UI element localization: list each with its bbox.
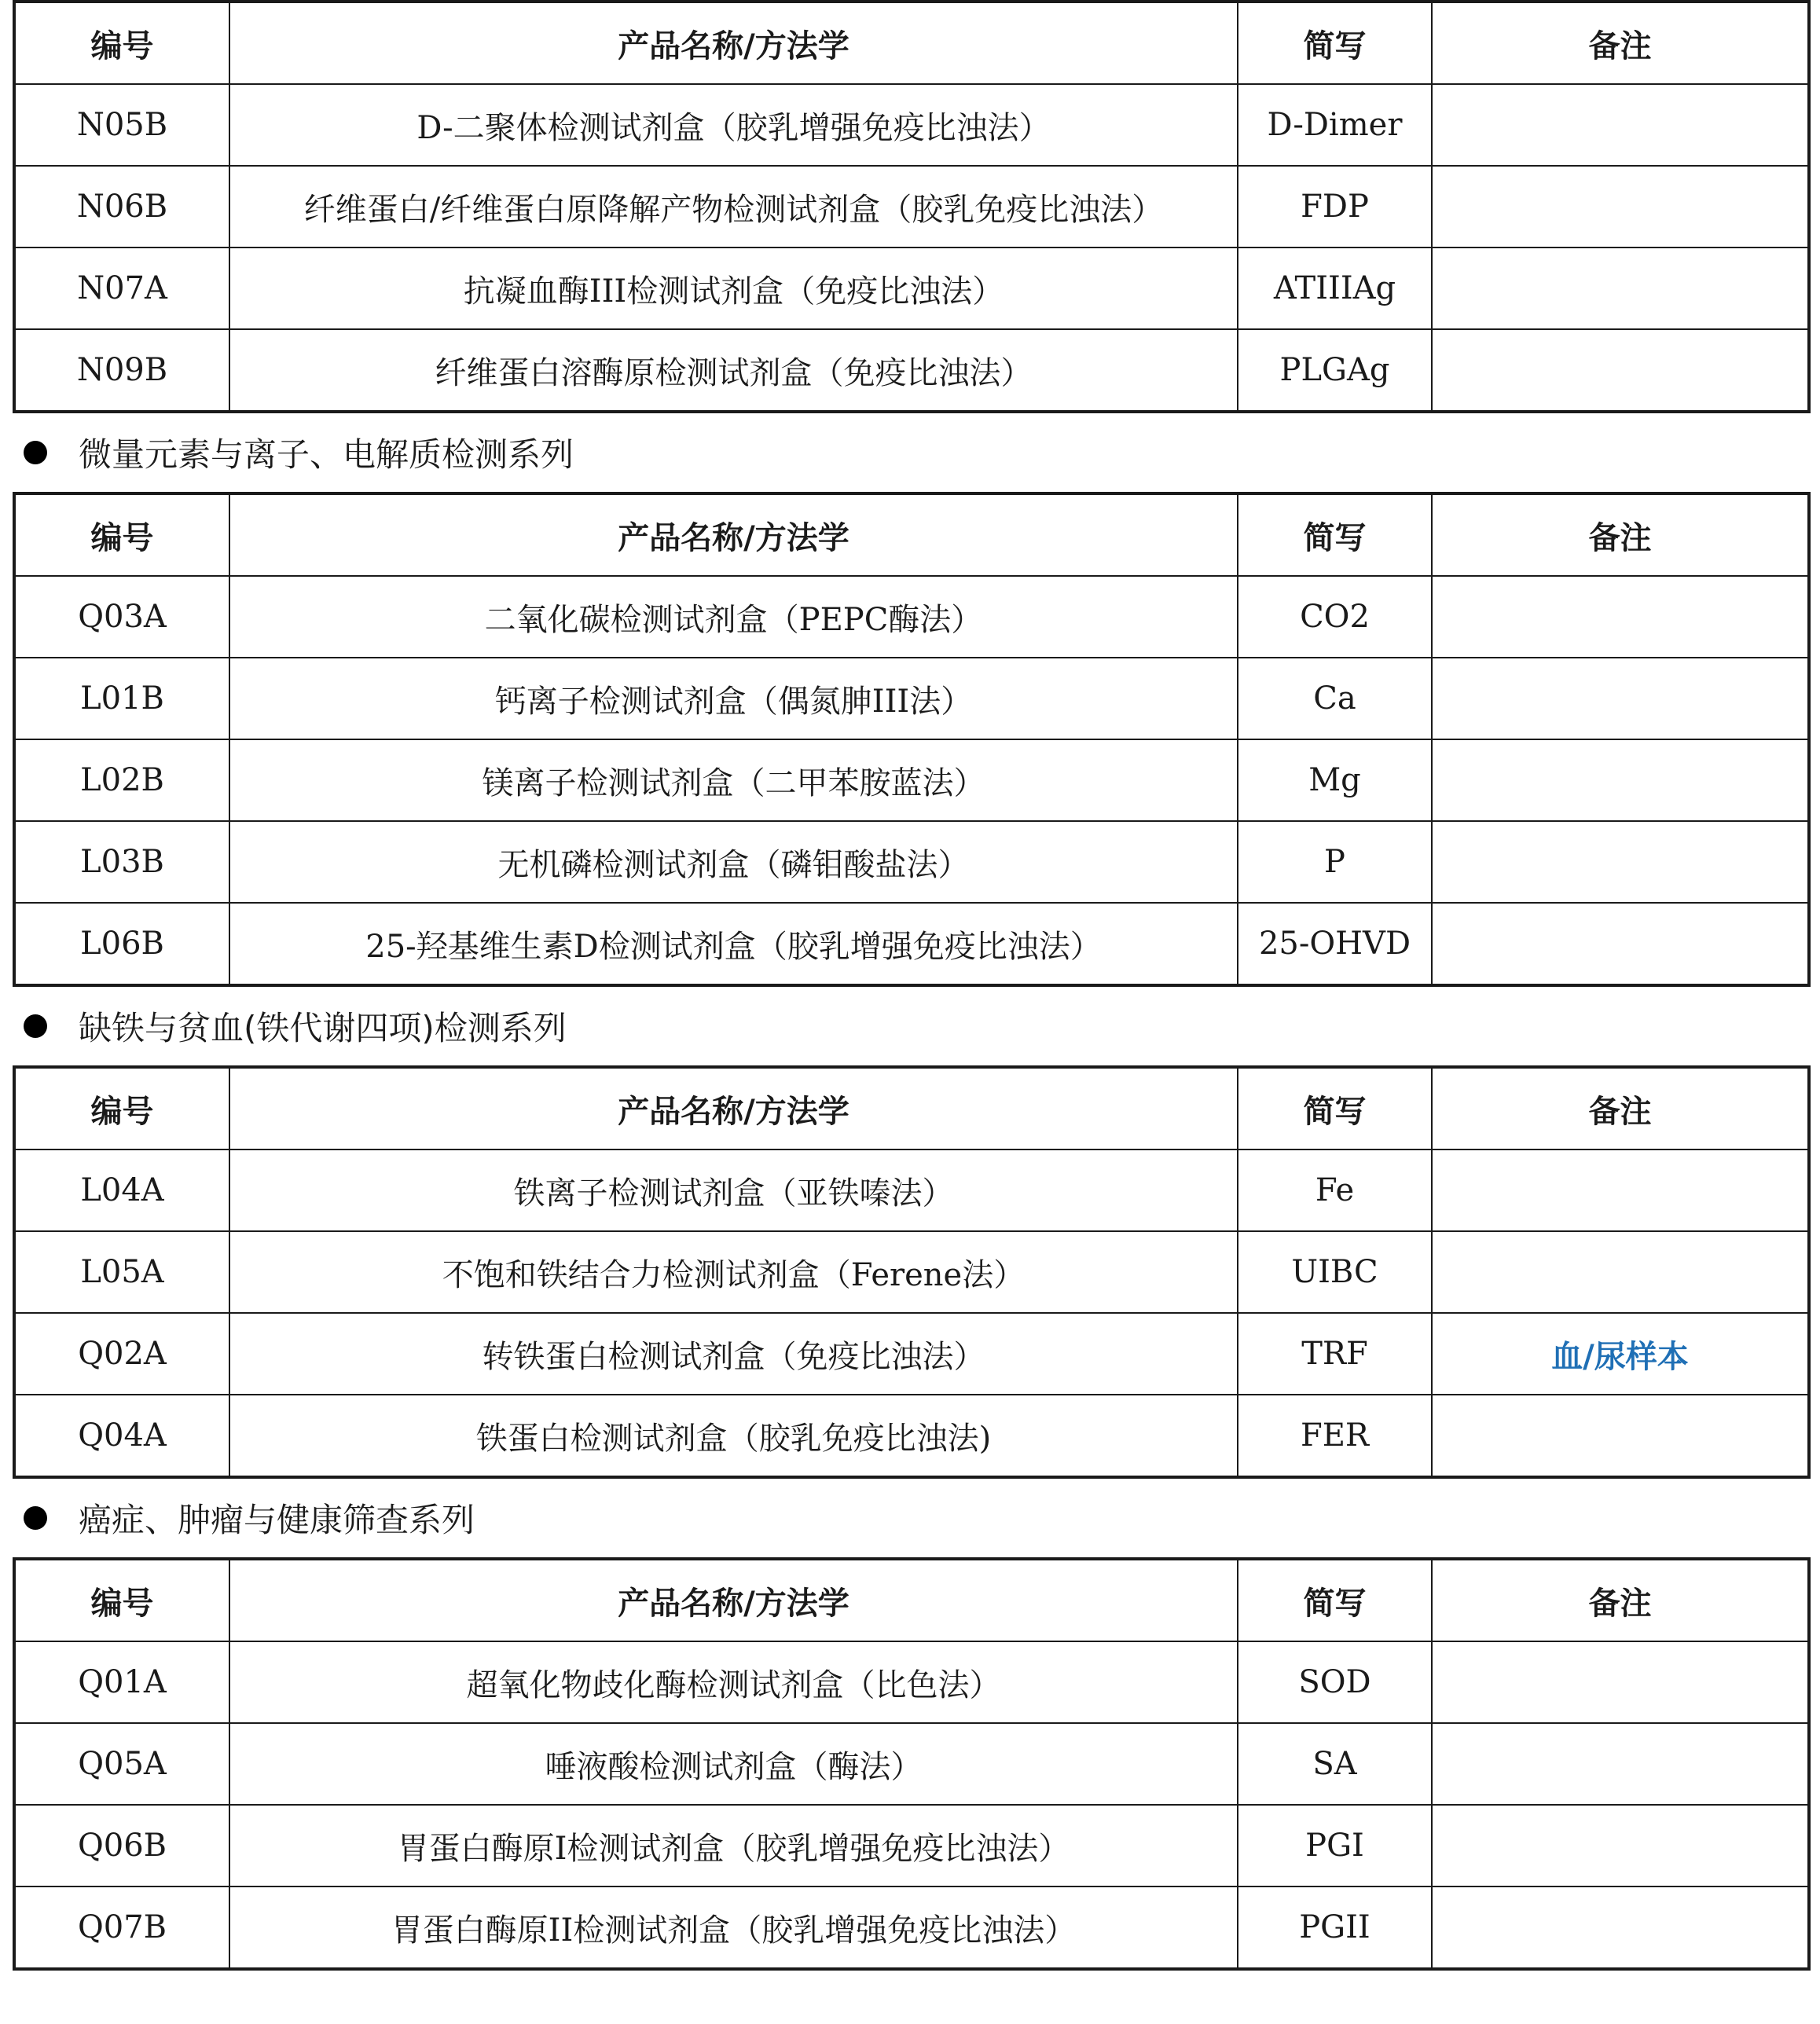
product-code: N05B [14,84,229,166]
section-title: 缺铁与贫血(铁代谢四项)检测系列 [79,1009,567,1047]
bullet-icon [24,1506,47,1530]
product-code: Q07B [14,1886,229,1969]
product-table-coagulation [13,0,1811,413]
header-name: 产品名称/方法学 [229,493,1238,576]
product-code: N09B [14,329,229,412]
product-abbr: SOD [1238,1641,1432,1723]
table-row [14,166,1809,248]
product-abbr: FDP [1238,166,1432,248]
product-code: N07A [14,248,229,329]
product-code: N06B [14,166,229,248]
product-abbr: D-Dimer [1238,84,1432,166]
product-table-trace-elements [13,492,1811,987]
product-name: 无机磷检测试剂盒（磷钼酸盐法） [229,821,1238,903]
table-row [14,1231,1809,1313]
table-header-row [14,1067,1809,1150]
header-code: 编号 [14,1067,229,1150]
header-abbr: 简写 [1238,2,1432,84]
table-row [14,84,1809,166]
product-note-sample-type: 血/尿样本 [1432,1313,1809,1395]
product-note [1432,576,1809,658]
section-title: 微量元素与离子、电解质检测系列 [79,435,574,474]
product-abbr: Mg [1238,739,1432,821]
table-row [14,1150,1809,1231]
product-catalog-sheet [13,0,1807,1971]
product-note [1432,84,1809,166]
header-name: 产品名称/方法学 [229,2,1238,84]
section-title: 癌症、肿瘤与健康筛查系列 [79,1501,475,1539]
table-row [14,248,1809,329]
product-note [1432,1805,1809,1886]
section-heading-iron-anemia [13,987,1807,1065]
product-code: Q03A [14,576,229,658]
product-abbr: PLGAg [1238,329,1432,412]
table-row [14,329,1809,412]
product-abbr: PGII [1238,1886,1432,1969]
product-abbr: PGI [1238,1805,1432,1886]
header-code: 编号 [14,1559,229,1641]
product-name: 25-羟基维生素D检测试剂盒（胶乳增强免疫比浊法） [229,903,1238,985]
product-note [1432,1723,1809,1805]
header-name: 产品名称/方法学 [229,1559,1238,1641]
product-name: 镁离子检测试剂盒（二甲苯胺蓝法） [229,739,1238,821]
table-row [14,658,1809,739]
table-row [14,1723,1809,1805]
product-name: 超氧化物歧化酶检测试剂盒（比色法） [229,1641,1238,1723]
product-abbr: CO2 [1238,576,1432,658]
product-note [1432,658,1809,739]
product-note [1432,903,1809,985]
table-header-row [14,493,1809,576]
product-name: 胃蛋白酶原II检测试剂盒（胶乳增强免疫比浊法） [229,1886,1238,1969]
product-name: 钙离子检测试剂盒（偶氮胂III法） [229,658,1238,739]
header-note: 备注 [1432,493,1809,576]
product-name: 铁离子检测试剂盒（亚铁嗪法） [229,1150,1238,1231]
product-note [1432,329,1809,412]
bullet-icon [24,1014,47,1038]
product-abbr: ATIIIAg [1238,248,1432,329]
product-abbr: UIBC [1238,1231,1432,1313]
section-heading-trace-elements [13,413,1807,492]
product-code: L05A [14,1231,229,1313]
table-row [14,1805,1809,1886]
table-row [14,821,1809,903]
section-heading-cancer-screening [13,1479,1807,1557]
product-abbr: Ca [1238,658,1432,739]
table-header-row [14,2,1809,84]
header-abbr: 简写 [1238,1067,1432,1150]
product-name: 转铁蛋白检测试剂盒（免疫比浊法） [229,1313,1238,1395]
header-code: 编号 [14,493,229,576]
product-code: Q05A [14,1723,229,1805]
bullet-icon [24,441,47,464]
product-abbr: 25-OHVD [1238,903,1432,985]
product-note [1432,1641,1809,1723]
table-row [14,1641,1809,1723]
product-name: 胃蛋白酶原I检测试剂盒（胶乳增强免疫比浊法） [229,1805,1238,1886]
header-code: 编号 [14,2,229,84]
product-note [1432,248,1809,329]
product-note [1432,1231,1809,1313]
product-code: L02B [14,739,229,821]
table-row [14,1313,1809,1395]
product-note [1432,821,1809,903]
header-note: 备注 [1432,2,1809,84]
product-code: Q04A [14,1395,229,1477]
header-abbr: 简写 [1238,1559,1432,1641]
product-name: 纤维蛋白/纤维蛋白原降解产物检测试剂盒（胶乳免疫比浊法） [229,166,1238,248]
product-name: 不饱和铁结合力检测试剂盒（Ferene法） [229,1231,1238,1313]
table-row [14,903,1809,985]
product-code: L06B [14,903,229,985]
table-row [14,1886,1809,1969]
product-abbr: TRF [1238,1313,1432,1395]
product-code: Q01A [14,1641,229,1723]
product-code: Q06B [14,1805,229,1886]
product-note [1432,166,1809,248]
product-name: 二氧化碳检测试剂盒（PEPC酶法） [229,576,1238,658]
product-note [1432,739,1809,821]
product-note [1432,1395,1809,1477]
product-name: 纤维蛋白溶酶原检测试剂盒（免疫比浊法） [229,329,1238,412]
product-name: 抗凝血酶III检测试剂盒（免疫比浊法） [229,248,1238,329]
product-code: Q02A [14,1313,229,1395]
product-name: 唾液酸检测试剂盒（酶法） [229,1723,1238,1805]
product-abbr: SA [1238,1723,1432,1805]
product-code: L01B [14,658,229,739]
product-table-cancer-screening [13,1557,1811,1971]
product-abbr: Fe [1238,1150,1432,1231]
table-header-row [14,1559,1809,1641]
product-name: D-二聚体检测试剂盒（胶乳增强免疫比浊法） [229,84,1238,166]
header-abbr: 简写 [1238,493,1432,576]
product-table-iron-anemia [13,1065,1811,1479]
header-name: 产品名称/方法学 [229,1067,1238,1150]
header-note: 备注 [1432,1559,1809,1641]
product-abbr: P [1238,821,1432,903]
table-row [14,1395,1809,1477]
header-note: 备注 [1432,1067,1809,1150]
product-name: 铁蛋白检测试剂盒（胶乳免疫比浊法) [229,1395,1238,1477]
product-code: L04A [14,1150,229,1231]
table-row [14,576,1809,658]
product-abbr: FER [1238,1395,1432,1477]
table-row [14,739,1809,821]
product-note [1432,1886,1809,1969]
product-note [1432,1150,1809,1231]
product-code: L03B [14,821,229,903]
